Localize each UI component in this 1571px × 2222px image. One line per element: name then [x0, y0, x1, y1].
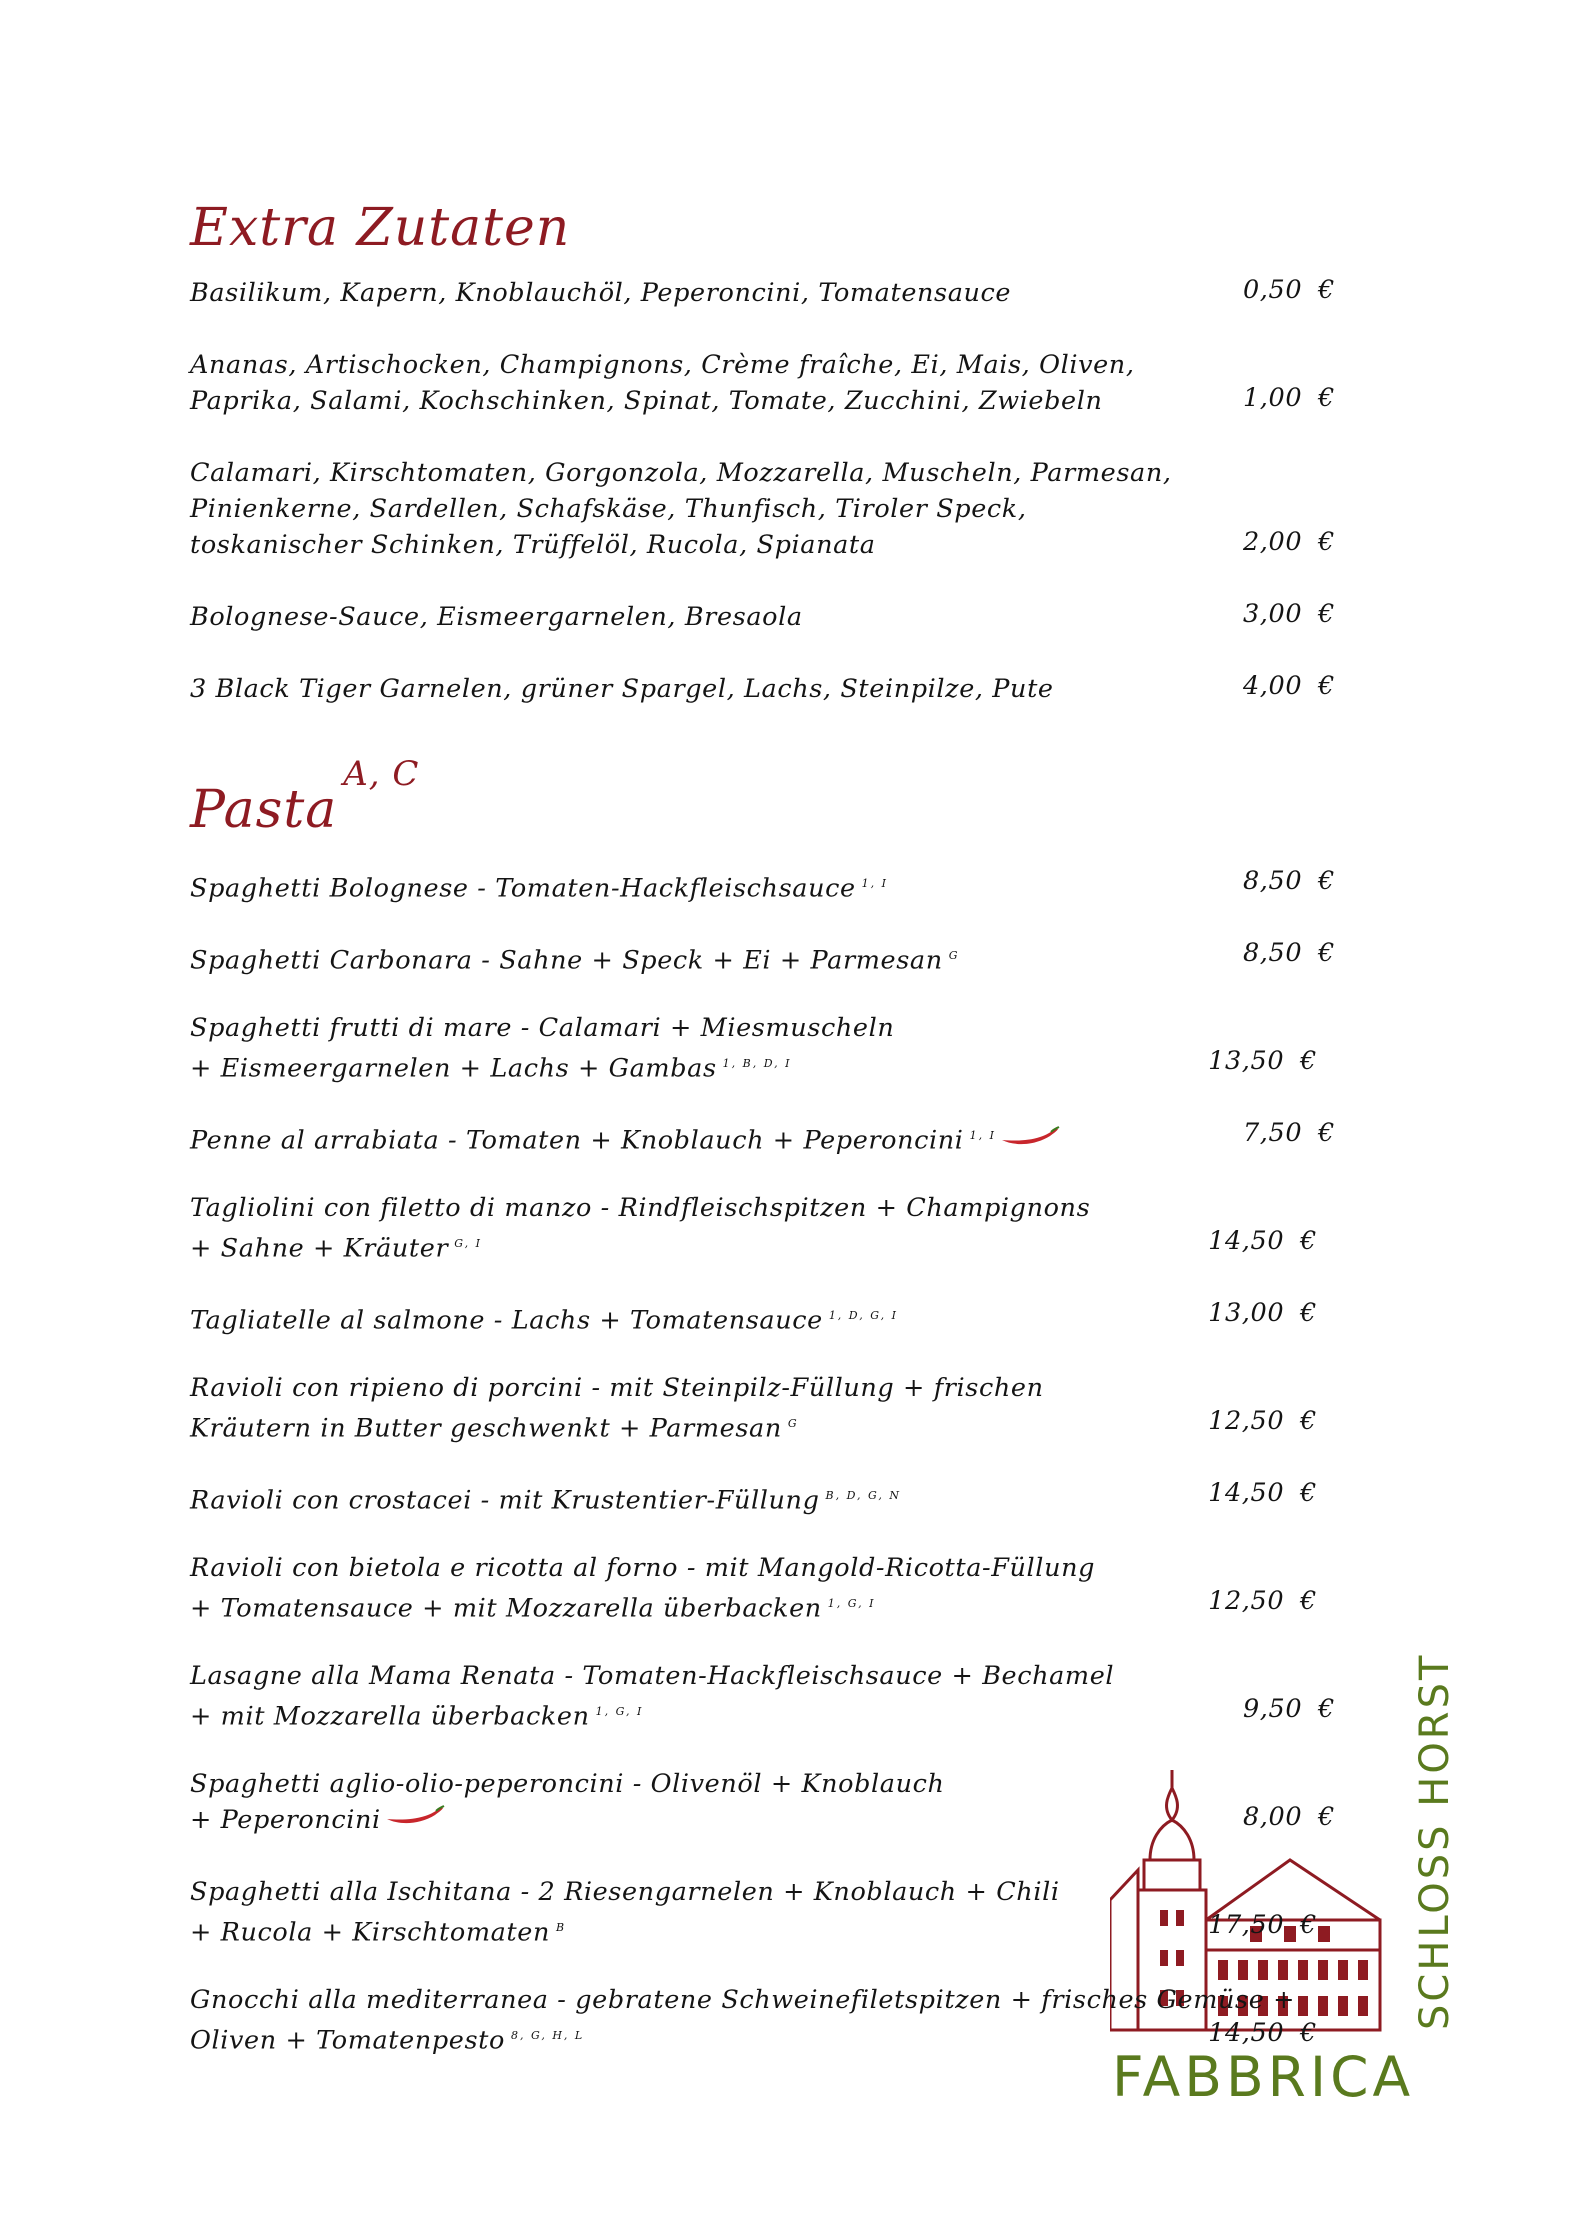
item-text: + Eismeergarnelen + Lachs + Gambas [190, 1053, 717, 1084]
item-text: Penne al arrabiata - Tomaten + Knoblauch + Peperoncini [190, 1125, 964, 1156]
pasta-item-8 [190, 1478, 1340, 1519]
item-line [190, 1694, 1340, 1735]
item-line: Spaghetti frutti di mare - Calamari + Miesmuscheln [190, 1013, 895, 1043]
item-line [190, 938, 1340, 979]
currency: € [1300, 1910, 1317, 1940]
pasta-title-text: Pasta [190, 780, 338, 840]
item-line: Spaghetti aglio-olio-peperoncini - Olivenöl + Knoblauch [190, 1769, 945, 1799]
pasta-item-1 [190, 866, 1340, 907]
allergen-codes: B [556, 1921, 567, 1934]
price-value: 7,50 [1242, 1118, 1303, 1148]
pasta-item-9 [190, 1550, 1340, 1627]
currency: € [1300, 1226, 1317, 1256]
currency: € [1318, 275, 1335, 305]
price-value: 2,00 [1242, 527, 1303, 557]
price-value: 12,50 [1208, 1586, 1285, 1616]
item-text: Spaghetti Bolognese - Tomaten-Hackfleischsauce [190, 873, 856, 904]
allergen-codes: B, D, G, N [825, 1489, 902, 1502]
allergen-codes: 1, G, I [827, 1597, 876, 1610]
extras-title: Extra Zutaten [190, 198, 571, 258]
item-line: Basilikum, Kapern, Knoblauchöl, Peperoncini, Tomatensauce [190, 278, 1012, 308]
price-value: 13,00 [1208, 1298, 1285, 1328]
item-line [190, 1118, 1340, 1160]
price-value: 0,50 [1242, 275, 1303, 305]
item-line [190, 1406, 1340, 1447]
currency: € [1300, 2018, 1317, 2048]
item-line [190, 866, 1340, 907]
item-text: + Peperoncini [190, 1805, 381, 1835]
item-text: + mit Mozzarella überbacken [190, 1701, 590, 1732]
logo-subtitle: SCHLOSS HORST [1412, 1652, 1458, 2030]
currency: € [1318, 1694, 1335, 1724]
price-value: 13,50 [1208, 1046, 1285, 1076]
pasta-price-1 [1225, 866, 1335, 896]
item-text: Tagliatelle al salmone - Lachs + Tomatensauce [190, 1305, 823, 1336]
item-line: Lasagne alla Mama Renata - Tomaten-Hackfleischsauce + Bechamel [190, 1661, 1115, 1691]
allergen-codes: 1, B, D, I [722, 1057, 792, 1070]
pasta-price-4 [1225, 1118, 1335, 1148]
pasta-price-6 [1207, 1298, 1317, 1328]
price-value: 8,50 [1242, 866, 1303, 896]
item-line [190, 1478, 1340, 1519]
item-text: + Sahne + Kräuter [190, 1233, 449, 1264]
pasta-price-5 [1207, 1226, 1317, 1256]
chili-icon [385, 1803, 445, 1839]
item-line: Ananas, Artischocken, Champignons, Crème fraîche, Ei, Mais, Oliven, [190, 350, 1135, 380]
pasta-allergens: A, C [343, 754, 420, 794]
extras-price-5 [1225, 671, 1335, 701]
allergen-codes: 1, G, I [595, 1705, 644, 1718]
extras-price-2 [1225, 383, 1335, 413]
currency: € [1318, 383, 1335, 413]
pasta-price-7 [1207, 1406, 1317, 1436]
item-text: + Tomatensauce + mit Mozzarella überbacken [190, 1593, 822, 1624]
currency: € [1300, 1046, 1317, 1076]
pasta-item-3 [190, 1010, 1340, 1087]
logo-wordmark: FABBRICA [1112, 2045, 1415, 2109]
pasta-item-10 [190, 1658, 1340, 1735]
price-value: 14,50 [1208, 2018, 1285, 2048]
item-line: Spaghetti alla Ischitana - 2 Riesengarnelen + Knoblauch + Chili [190, 1877, 1060, 1907]
item-line: Bolognese-Sauce, Eismeergarnelen, Bresaola [190, 602, 803, 632]
pasta-price-3 [1207, 1046, 1317, 1076]
price-value: 17,50 [1208, 1910, 1285, 1940]
pasta-price-2 [1225, 938, 1335, 968]
item-line: Pinienkerne, Sardellen, Schafskäse, Thunfisch, Tiroler Speck, [190, 494, 1027, 524]
extras-price-3 [1225, 527, 1335, 557]
item-line: Tagliolini con filetto di manzo - Rindfleischspitzen + Champignons [190, 1193, 1091, 1223]
pasta-price-13 [1207, 2018, 1317, 2048]
currency: € [1300, 1298, 1317, 1328]
item-line [190, 1046, 1340, 1087]
chili-icon [1000, 1124, 1060, 1160]
item-text: Kräutern in Butter geschwenkt + Parmesan [190, 1413, 782, 1444]
price-value: 12,50 [1208, 1406, 1285, 1436]
currency: € [1300, 1586, 1317, 1616]
pasta-item-4 [190, 1118, 1340, 1160]
price-value: 8,00 [1242, 1802, 1303, 1832]
currency: € [1318, 599, 1335, 629]
pasta-item-2 [190, 938, 1340, 979]
currency: € [1318, 527, 1335, 557]
currency: € [1300, 1478, 1317, 1508]
pasta-price-9 [1207, 1586, 1317, 1616]
item-line: Paprika, Salami, Kochschinken, Spinat, Tomate, Zucchini, Zwiebeln [190, 386, 1103, 416]
currency: € [1318, 671, 1335, 701]
extras-item-2 [190, 347, 1340, 419]
extras-item-1 [190, 275, 1340, 311]
pasta-item-7 [190, 1370, 1340, 1447]
item-line: toskanischer Schinken, Trüffelöl, Rucola, Spianata [190, 530, 876, 560]
allergen-codes: G [787, 1417, 799, 1430]
price-value: 14,50 [1208, 1226, 1285, 1256]
extras-price-1 [1225, 275, 1335, 305]
item-line: Gnocchi alla mediterranea - gebratene Schweinefiletspitzen + frisches Gemüse + [190, 1985, 1296, 2015]
price-value: 3,00 [1242, 599, 1303, 629]
item-text: + Rucola + Kirschtomaten [190, 1917, 550, 1948]
currency: € [1300, 1406, 1317, 1436]
currency: € [1318, 866, 1335, 896]
extras-item-3 [190, 455, 1340, 563]
currency: € [1318, 1802, 1335, 1832]
pasta-price-10 [1225, 1694, 1335, 1724]
price-value: 14,50 [1208, 1478, 1285, 1508]
item-text: Ravioli con crostacei - mit Krustentier-Füllung [190, 1485, 820, 1516]
item-line: Ravioli con bietola e ricotta al forno - mit Mangold-Ricotta-Füllung [190, 1553, 1096, 1583]
pasta-title [190, 754, 420, 840]
pasta-item-12 [190, 1874, 1340, 1951]
allergen-codes: G [948, 949, 960, 962]
allergen-codes: 8, G, H, L [510, 2029, 585, 2042]
extras-item-4 [190, 599, 1340, 635]
item-line [190, 1586, 1340, 1627]
price-value: 1,00 [1242, 383, 1303, 413]
item-line [190, 1910, 1340, 1951]
pasta-item-6 [190, 1298, 1340, 1339]
extras-price-4 [1225, 599, 1335, 629]
allergen-codes: 1, D, G, I [828, 1309, 898, 1322]
price-value: 4,00 [1242, 671, 1303, 701]
item-text: Spaghetti Carbonara - Sahne + Speck + Ei + Parmesan [190, 945, 943, 976]
pasta-item-5 [190, 1190, 1340, 1267]
extras-item-5 [190, 671, 1340, 707]
pasta-price-12 [1207, 1910, 1317, 1940]
allergen-codes: G, I [454, 1237, 482, 1250]
price-value: 8,50 [1242, 938, 1303, 968]
currency: € [1318, 1118, 1335, 1148]
allergen-codes: 1, I [861, 877, 889, 890]
allergen-codes: 1, I [969, 1129, 996, 1142]
item-line: Ravioli con ripieno di porcini - mit Steinpilz-Füllung + frischen [190, 1373, 1044, 1403]
item-line [190, 1298, 1340, 1339]
item-line [190, 1226, 1340, 1267]
currency: € [1318, 938, 1335, 968]
pasta-price-8 [1207, 1478, 1317, 1508]
item-line: 3 Black Tiger Garnelen, grüner Spargel, Lachs, Steinpilze, Pute [190, 674, 1054, 704]
price-value: 9,50 [1242, 1694, 1303, 1724]
item-text: Oliven + Tomatenpesto [190, 2025, 505, 2056]
item-line: Calamari, Kirschtomaten, Gorgonzola, Mozzarella, Muscheln, Parmesan, [190, 458, 1172, 488]
